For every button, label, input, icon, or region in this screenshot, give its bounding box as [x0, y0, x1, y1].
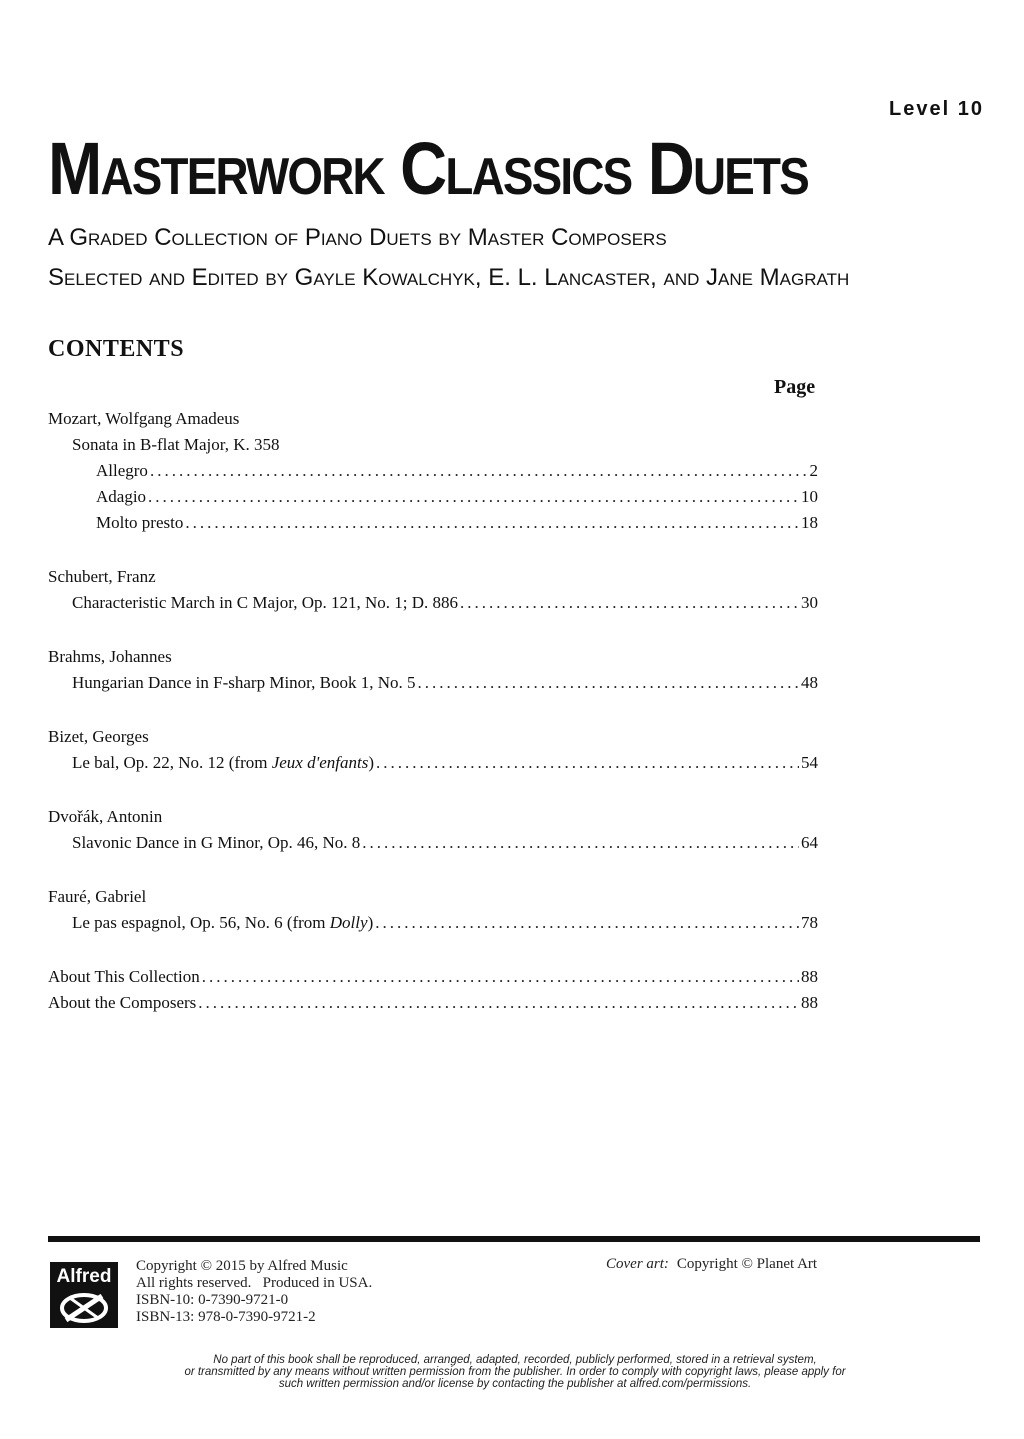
- toc-entry-le-pas-espagnol[interactable]: [72, 910, 818, 936]
- leader-dots: [148, 484, 799, 510]
- entry-label: Molto presto: [96, 513, 184, 532]
- entry-label: Allegro: [96, 461, 148, 480]
- copyright-line: Copyright © 2015 by Alfred Music: [136, 1258, 348, 1274]
- entry-label: About the Composers: [48, 993, 197, 1012]
- entry-label: [72, 910, 373, 936]
- notice-line: such written permission and/or license by contacting the publisher at alfred.com/permissions.: [278, 1378, 752, 1390]
- entry-label-italic: Dolly: [329, 913, 368, 932]
- entry-page: 64: [801, 833, 818, 852]
- notice-line: No part of this book shall be reproduced, arranged, adapted, recorded, publicly performed, stored in a retrieval system,: [213, 1354, 817, 1366]
- work-mozart-sonata: Sonata in B-flat Major, K. 358: [72, 435, 280, 454]
- composer-dvorak: Dvořák, Antonin: [48, 807, 163, 826]
- copyright-block: [136, 1258, 372, 1326]
- copyright-notice: [120, 1354, 910, 1390]
- composer-brahms: Brahms, Johannes: [48, 647, 172, 666]
- entry-label-text: ): [367, 913, 374, 932]
- entry-page: 18: [801, 513, 818, 532]
- alfred-logo-text: Alfred: [52, 1264, 116, 1290]
- leader-dots: [202, 964, 799, 990]
- entry-label-text: Le bal, Op. 22, No. 12 (from: [72, 753, 272, 772]
- entry-label-italic: Jeux d'enfants: [271, 753, 369, 772]
- entry-label: Hungarian Dance in F-sharp Minor, Book 1, No. 5: [72, 673, 416, 692]
- leader-dots: [185, 510, 799, 536]
- entry-label: Characteristic March in C Major, Op. 121, No. 1; D. 886: [72, 593, 458, 612]
- toc-entry-about-composers[interactable]: [48, 990, 818, 1016]
- toc-entry-le-bal[interactable]: [72, 750, 818, 776]
- entry-page: 48: [801, 673, 818, 692]
- subtitle-collection: A Graded Collection of Piano Duets by Master Composers: [48, 224, 667, 251]
- isbn13-line: ISBN-13: 978-0-7390-9721-2: [136, 1309, 316, 1325]
- toc-entry-about-collection[interactable]: [48, 964, 818, 990]
- toc-entry-characteristic-march[interactable]: [72, 590, 818, 616]
- alfred-logo: [50, 1262, 118, 1328]
- toc-entry-slavonic-dance[interactable]: [72, 830, 818, 856]
- leader-dots: [375, 910, 799, 936]
- subtitle-editors: Selected and Edited by Gayle Kowalchyk, E. L. Lancaster, and Jane Magrath: [48, 264, 850, 291]
- composer-faure: Fauré, Gabriel: [48, 887, 147, 906]
- entry-label: About This Collection: [48, 967, 200, 986]
- leader-dots: [418, 670, 799, 696]
- entry-page: 30: [801, 593, 818, 612]
- book-title: Masterwork Classics Duets: [48, 127, 808, 210]
- notice-line: or transmitted by any means without written permission from the publisher. In order to comply with copyright laws, please apply for: [184, 1366, 846, 1378]
- cover-art-credit: [606, 1256, 817, 1273]
- entry-label-text: Le pas espagnol, Op. 56, No. 6 (from: [72, 913, 330, 932]
- composer-bizet: Bizet, Georges: [48, 727, 149, 746]
- composer-schubert: Schubert, Franz: [48, 567, 156, 586]
- isbn10-line: ISBN-10: 0-7390-9721-0: [136, 1292, 289, 1308]
- entry-label: [72, 750, 374, 776]
- footer-rule: [48, 1236, 980, 1242]
- entry-page: 78: [801, 913, 818, 932]
- leader-dots: [198, 990, 799, 1016]
- alfred-logo-mark-icon: [52, 1290, 116, 1326]
- entry-label-text: ): [368, 753, 375, 772]
- entry-page: 88: [801, 967, 818, 986]
- rights-line: All rights reserved. Produced in USA.: [136, 1275, 373, 1291]
- entry-page: 10: [801, 487, 818, 506]
- toc-entry-adagio[interactable]: [96, 484, 818, 510]
- leader-dots: [376, 750, 799, 776]
- toc-entry-hungarian-dance[interactable]: [72, 670, 818, 696]
- entry-page: 88: [801, 993, 818, 1012]
- leader-dots: [460, 590, 799, 616]
- entry-page: 2: [809, 461, 818, 480]
- composer-mozart: Mozart, Wolfgang Amadeus: [48, 409, 240, 428]
- toc-entry-allegro[interactable]: [96, 458, 818, 484]
- table-of-contents: [48, 406, 818, 1016]
- page-column-heading: Page: [774, 376, 816, 398]
- entry-page: 54: [801, 753, 818, 772]
- cover-art-label: Cover art:: [606, 1256, 669, 1272]
- entry-label: Slavonic Dance in G Minor, Op. 46, No. 8: [72, 833, 361, 852]
- leader-dots: [362, 830, 799, 856]
- entry-label: Adagio: [96, 487, 147, 506]
- level-label: Level 10: [889, 98, 984, 120]
- cover-art-text: Copyright © Planet Art: [676, 1256, 818, 1272]
- leader-dots: [150, 458, 808, 484]
- contents-heading: CONTENTS: [48, 336, 185, 362]
- toc-entry-molto-presto[interactable]: [96, 510, 818, 536]
